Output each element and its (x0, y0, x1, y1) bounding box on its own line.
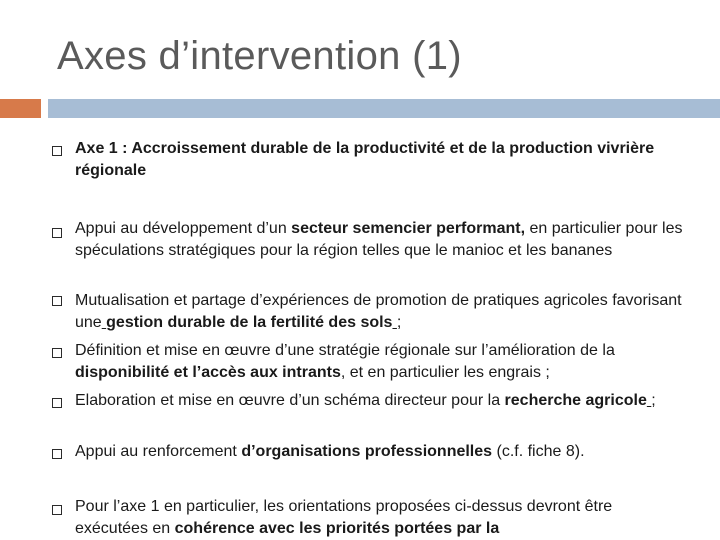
text-segment: en particulier pour les spéculations stratégiques pour la région telles que le manioc et les bananes (75, 220, 683, 259)
text-segment: gestion durable de la fertilité des sols (106, 314, 393, 331)
text-segment: Mutualisation et partage d’expériences de promotion de pratiques agricoles favorisant une (75, 292, 682, 331)
bullet-square-icon (52, 398, 62, 408)
text-segment: Appui au développement d’un (75, 220, 292, 237)
text-segment: Définition et mise en œuvre d’une stratégie régionale sur l’amélioration de la (75, 342, 615, 359)
bullet-square-icon (52, 505, 62, 515)
bullet-square-icon (52, 146, 62, 156)
list-item (75, 441, 685, 463)
text-segment: d’organisations professionnelles (241, 443, 493, 460)
list-item (75, 340, 685, 384)
text-segment: ; (651, 392, 656, 409)
text-segment: recherche agricole (504, 392, 647, 409)
list-item (75, 218, 685, 262)
text-segment: Pour l’axe 1 en particulier, les orientations proposées ci-dessus devront être exécutées en (75, 498, 613, 537)
text-segment: , et en particulier les engrais ; (340, 364, 550, 381)
text-segment: ; (396, 314, 402, 331)
bullet-square-icon (52, 296, 62, 306)
text-segment: (c.f. fiche 8). (492, 443, 585, 460)
list-item (75, 138, 685, 182)
list-item (75, 496, 685, 540)
text-segment: disponibilité et l’accès aux intrants (75, 364, 341, 381)
text-segment: secteur semencier performant, (291, 220, 526, 237)
text-segment: cohérence avec les priorités portées par la (174, 520, 500, 537)
bullet-square-icon (52, 228, 62, 238)
bullet-square-icon (52, 348, 62, 358)
list-item (75, 290, 685, 334)
text-segment: Appui au renforcement (75, 443, 242, 460)
text-segment: Axe 1 : Accroissement durable de la productivité et de la production vivrière régionale (75, 140, 655, 179)
list-item (75, 390, 685, 412)
bullet-square-icon (52, 449, 62, 459)
text-segment: Elaboration et mise en œuvre d’un schéma directeur pour la (75, 392, 505, 409)
slide-title: Axes d’intervention (1) (57, 34, 462, 78)
